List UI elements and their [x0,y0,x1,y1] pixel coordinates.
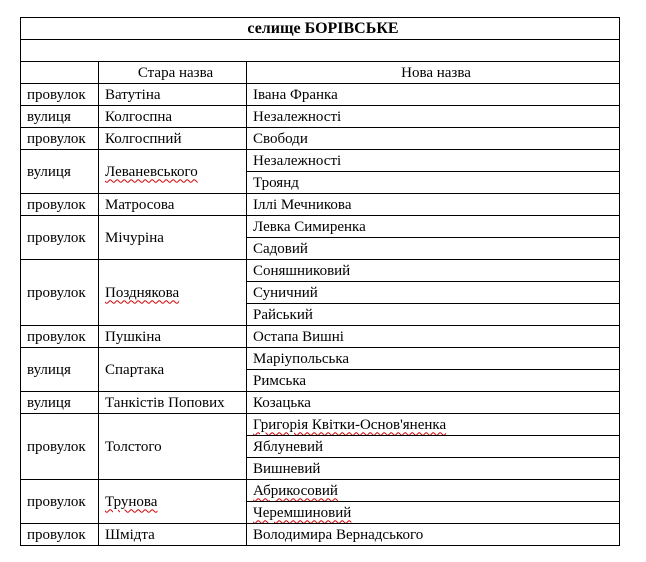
new-name-text: Володимира Вернадського [253,526,424,543]
new-name-text: Вишневий [253,460,321,477]
old-name-cell [99,414,247,480]
street-type-cell: провулок [21,84,99,106]
blank-cell [21,40,620,62]
table-row [21,84,620,106]
old-name-text: Трунова [105,493,158,510]
new-name-cell [247,238,620,260]
table-row [21,150,620,172]
street-type-cell: провулок [21,260,99,326]
old-name-text: Колгоспна [105,108,173,125]
street-type-cell: вулиця [21,348,99,392]
header-row [21,62,620,84]
old-name-cell [99,480,247,524]
old-name-text: Леваневського [105,163,198,180]
new-name-cell [247,172,620,194]
old-name-text: Матросова [105,196,175,213]
table-row [21,326,620,348]
new-name-cell [247,480,620,502]
new-name-text: Троянд [253,174,299,191]
new-name-text: Свободи [253,130,308,147]
new-name-cell [247,150,620,172]
new-name-text: Маріупольська [253,350,350,367]
old-name-cell [99,150,247,194]
new-name-cell [247,392,620,414]
table-row [21,106,620,128]
new-name-cell [247,216,620,238]
street-type-cell: провулок [21,480,99,524]
new-name-text: Незалежності [253,152,342,169]
table-row [21,392,620,414]
renaming-table [20,17,620,546]
old-name-text: Толстого [105,438,162,455]
new-name-text: Суничний [253,284,318,301]
new-name-text: Райський [253,306,313,323]
old-name-cell [99,128,247,150]
title-row [21,18,620,40]
street-type-cell: вулиця [21,150,99,194]
new-name-text: Римська [253,372,307,389]
old-name-cell [99,524,247,546]
new-name-text: Садовий [253,240,308,257]
header-new-name: Нова назва [247,62,620,84]
old-name-text: Мічуріна [105,229,164,246]
old-name-cell [99,194,247,216]
new-name-cell [247,282,620,304]
blank-row [21,40,620,62]
street-type-cell: провулок [21,326,99,348]
old-name-text: Колгоспний [105,130,182,147]
old-name-text: Пушкіна [105,328,162,345]
street-type-cell: провулок [21,216,99,260]
old-name-cell [99,260,247,326]
street-type-cell: провулок [21,128,99,150]
table-row [21,194,620,216]
street-type-cell: провулок [21,194,99,216]
new-name-text: Яблуневий [253,438,324,455]
table-row [21,414,620,436]
old-name-cell [99,326,247,348]
old-name-cell [99,348,247,392]
new-name-text: Іллі Мечникова [253,196,352,213]
old-name-text: Позднякова [105,284,180,301]
new-name-cell [247,194,620,216]
old-name-cell [99,392,247,414]
table-row [21,480,620,502]
new-name-cell [247,458,620,480]
header-type-cell [21,62,99,84]
old-name-cell [99,84,247,106]
new-name-cell [247,436,620,458]
old-name-cell [99,216,247,260]
street-type-cell: провулок [21,524,99,546]
new-name-text: Черемшиновий [253,504,352,521]
new-name-cell [247,106,620,128]
new-name-text: Соняшниковий [253,262,351,279]
new-name-cell [247,348,620,370]
old-name-text: Танкістів Попових [105,394,225,411]
old-name-cell [99,106,247,128]
header-old-name: Стара назва [99,62,247,84]
table-row [21,128,620,150]
new-name-cell [247,304,620,326]
new-name-cell [247,260,620,282]
new-name-text: Остапа Вишні [253,328,344,345]
new-name-cell [247,326,620,348]
old-name-text: Ватутіна [105,86,161,103]
table-row [21,348,620,370]
new-name-text: Григорія Квітки-Основ'яненка [253,416,447,433]
new-name-text: Івана Франка [253,86,338,103]
new-name-cell [247,524,620,546]
street-type-cell: вулиця [21,392,99,414]
table-row [21,524,620,546]
new-name-cell [247,128,620,150]
old-name-text: Шмідта [105,526,155,543]
street-type-cell: вулиця [21,106,99,128]
table-body [21,18,620,546]
new-name-text: Абрикосовий [253,482,338,499]
table-row [21,216,620,238]
table-row [21,260,620,282]
new-name-text: Левка Симиренка [253,218,366,235]
new-name-text: Козацька [253,394,311,411]
new-name-text: Незалежності [253,108,342,125]
street-type-cell: провулок [21,414,99,480]
new-name-cell [247,414,620,436]
table-title: селище БОРІВСЬКЕ [21,18,620,40]
old-name-text: Спартака [105,361,165,378]
new-name-cell [247,502,620,524]
new-name-cell [247,84,620,106]
new-name-cell [247,370,620,392]
